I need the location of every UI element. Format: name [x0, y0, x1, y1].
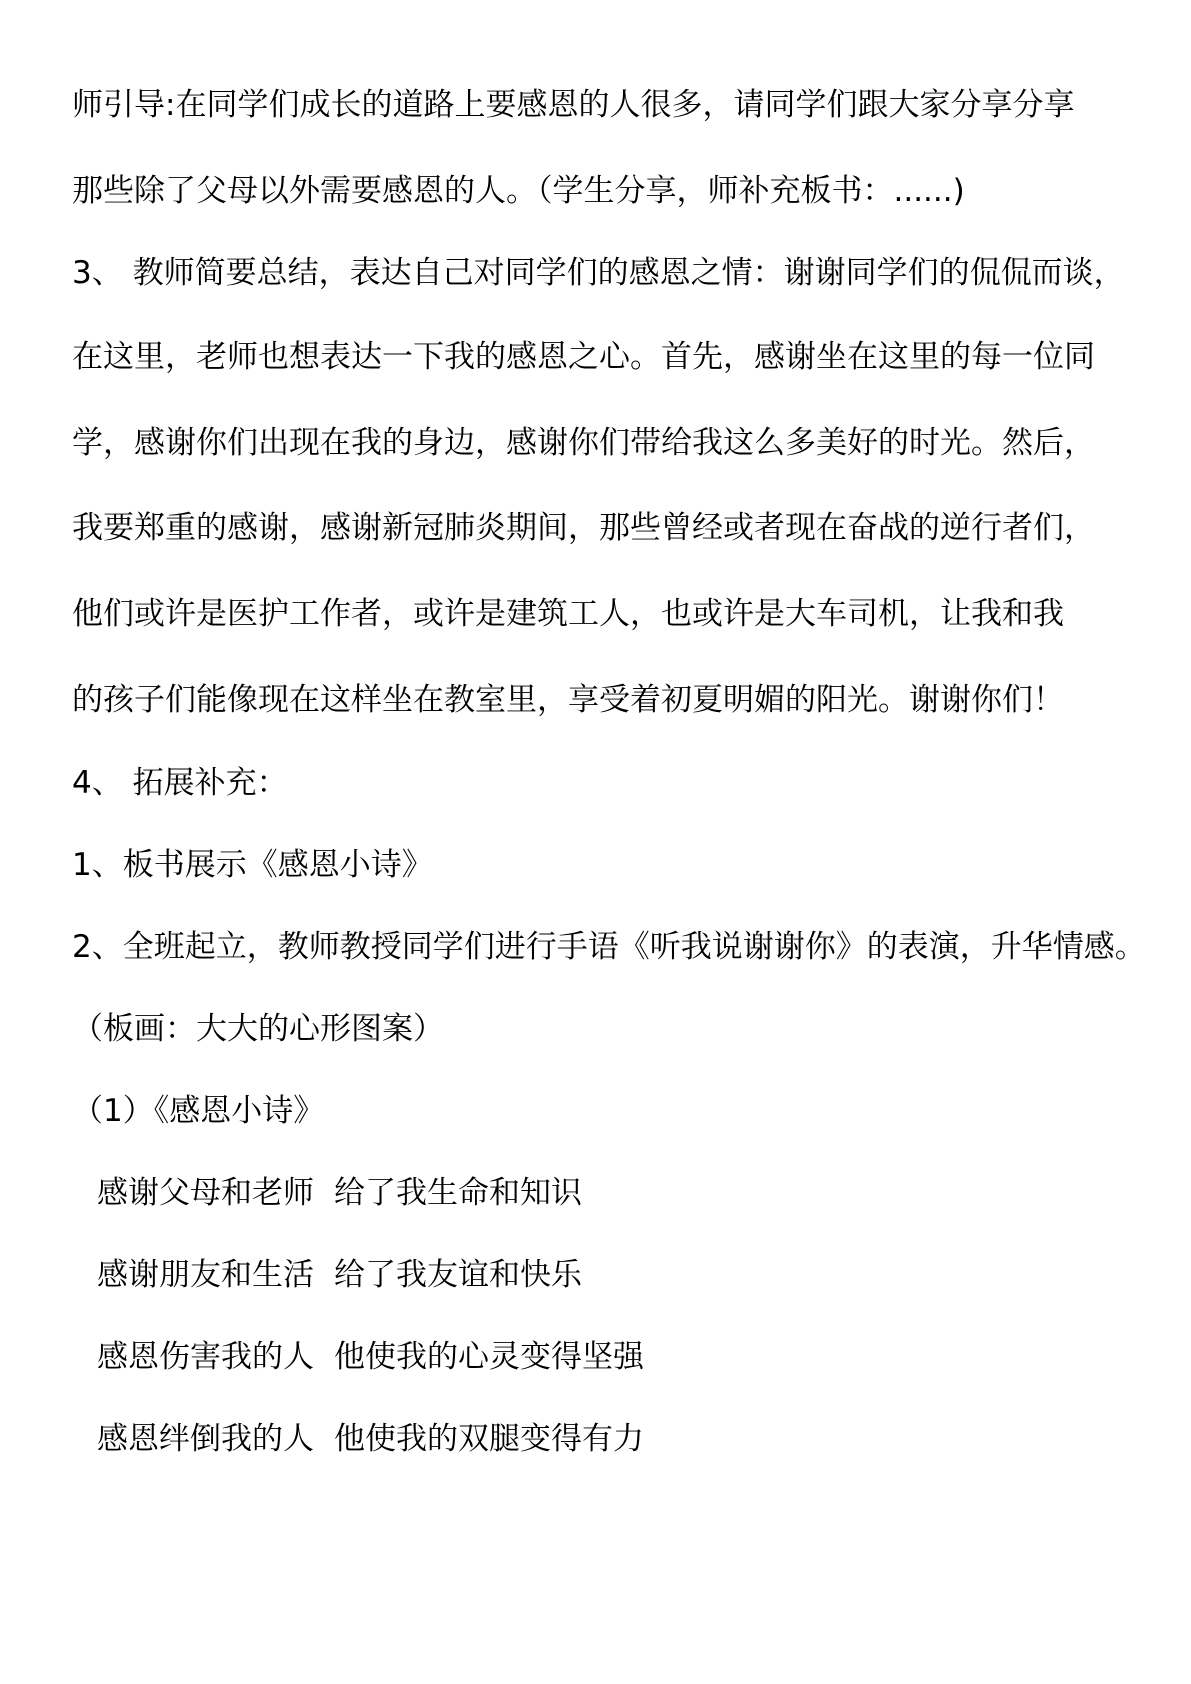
poem-line-part-b: 他使我的双腿变得有力 [334, 1421, 644, 1457]
poem-line-part-a: 感恩绊倒我的人 [97, 1421, 314, 1457]
poem-line-part-b: 给了我生命和知识 [334, 1175, 582, 1211]
poem-line [97, 1337, 644, 1377]
section-4-heading: 4、 拓展补充： [72, 765, 288, 801]
poem-line-part-a: 感谢父母和老师 [97, 1175, 314, 1211]
paragraph-line: 那些除了父母以外需要感恩的人。（学生分享，师补充板书：......) [72, 173, 965, 209]
paragraph-line: 他们或许是医护工作者，或许是建筑工人，也或许是大车司机，让我和我 [72, 596, 1064, 632]
paragraph-line: 师引导:在同学们成长的道路上要感恩的人很多，请同学们跟大家分享分享 [72, 87, 1075, 123]
poem-line-part-b: 给了我友谊和快乐 [334, 1257, 582, 1293]
section-3-line: 3、 教师简要总结，表达自己对同学们的感恩之情：谢谢同学们的侃侃而谈， [72, 255, 1125, 291]
poem-line-part-a: 感恩伤害我的人 [97, 1339, 314, 1375]
poem-line [97, 1255, 582, 1295]
poem-title: （1）《感恩小诗》 [72, 1093, 325, 1129]
poem-line-part-a: 感谢朋友和生活 [97, 1257, 314, 1293]
paragraph-line: 的孩子们能像现在这样坐在教室里，享受着初夏明媚的阳光。谢谢你们！ [72, 682, 1064, 718]
list-item: 2、全班起立，教师教授同学们进行手语《听我说谢谢你》的表演，升华情感。 [72, 929, 1146, 965]
paragraph-line: 在这里，老师也想表达一下我的感恩之心。首先，感谢坐在这里的每一位同 [72, 339, 1095, 375]
board-drawing-note: （板画：大大的心形图案） [72, 1011, 444, 1047]
poem-line-part-b: 他使我的心灵变得坚强 [334, 1339, 644, 1375]
paragraph-line: 学，感谢你们出现在我的身边，感谢你们带给我这么多美好的时光。然后， [72, 425, 1095, 461]
poem-line [97, 1173, 582, 1213]
paragraph-line: 我要郑重的感谢，感谢新冠肺炎期间，那些曾经或者现在奋战的逆行者们， [72, 510, 1095, 546]
list-item: 1、板书展示《感恩小诗》 [72, 847, 433, 883]
poem-line [97, 1419, 644, 1459]
